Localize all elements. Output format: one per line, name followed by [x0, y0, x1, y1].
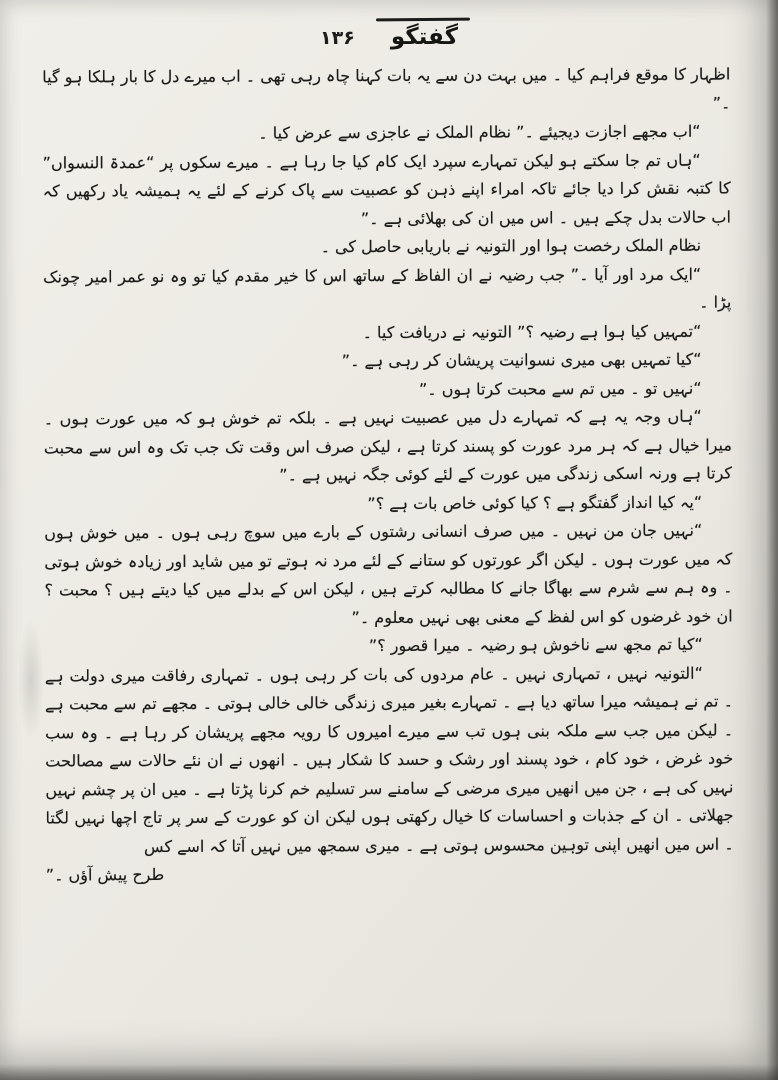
paragraph: “ایک مرد اور آیا ۔” جب رضیہ نے ان الفاظ کے ساتھ اس کا خیر مقدم کیا تو وہ نو عمر امیر چونک پڑا ۔: [43, 264, 732, 312]
paragraph: “کیا تم مجھ سے ناخوش ہو رضیہ ۔ میرا قصور ؟”: [368, 634, 703, 656]
page-header: [0, 0, 778, 50]
paragraph: “نہیں تو ۔ میں تم سے محبت کرتا ہوں ۔”: [418, 378, 702, 399]
header-rule: [376, 18, 470, 22]
paragraph: “کیا تمہیں بھی میری نسوانیت پریشان کر رہی ہے ۔”: [341, 349, 702, 371]
paragraph: اظہار کا موقع فراہم کیا ۔ میں بہت دن سے یہ بات کہنا چاہ رہی تھی ۔ اب میرے دل کا بار ہلکا ہو گیا ۔”: [42, 64, 731, 113]
paragraph: “ہاں وجہ یہ ہے کہ تمہارے دل میں عصبیت نہیں ہے ۔ بلکہ تم خوش ہو کہ میں عورت ہوں ۔ میرا خیال ہے کہ ہر مرد عورت کو پسند کرتا ہے ، لیکن صرف اس وقت تک جب تک وہ اس سے محبت کرتا ہے ورنہ اسکی زندگی میں عورت کے لئے کوئی جگہ نہیں ہے ۔”: [43, 406, 733, 485]
paragraph: “التونیہ نہیں ، تمہاری نہیں ۔ عام مردوں کی بات کر رہی ہوں ۔ تمہاری رفاقت میری دولت ہے ۔ تم نے ہمیشہ میرا ساتھ دیا ہے ۔ تمہارے بغیر میری زندگی خالی خالی ہوتی ۔ مجھے تم سے محبت ہے ۔ لیکن میں جب سے ملکہ بنی ہوں تب سے میرے امیروں کا رویہ مجھے پریشان کر رہا ہے ۔ وہ سب خود غرض ، خود کام ، خود پسند اور رشک و حسد کا شکار ہیں ۔ انھوں نے ان نئے حالات سے مصالحت نہیں کی ہے ، جن میں انھیں میری مرضی کے سامنے سر تسلیم خم کرنا پڑتا ہے ۔ میں ان پر چشم نہیں جھلاتی ۔ ان کے جذبات و احساسات کا خیال رکھتی ہوں لیکن ان کو عورت کے سر پر تاج اچھا نہیں لگتا ۔ اس میں انھیں اپنی توہین محسوس ہوتی ہے ۔ میری سمجھ میں نہیں آتا کہ اسے کس: [44, 663, 734, 856]
paragraph: “یہ کیا انداز گفتگو ہے ؟ کیا کوئی خاص بات ہے ؟”: [367, 492, 703, 513]
paragraph: “نہیں جان من نہیں ۔ میں صرف انسانی رشتوں کے بارے میں سوچ رہی ہوں ۔ میں خوش ہوں کہ میں عورت ہوں ۔ لیکن اگر عورتوں کو ستانے کے لئے مرد نہ ہوتے تو میں شاید اور زیادہ خوش ہوتی ۔ وہ ہم سے شرم سے بھاگا جانے کا مطالبہ کرتے ہیں ، لیکن اس کے بدلے میں کیا دیتے ہیں ؟ محبت ؟ ان خود غرضوں کو اس لفظ کے معنی بھی نہیں معلوم ۔”: [44, 520, 733, 627]
page-title: گفتگو: [390, 24, 458, 50]
paragraph: طرح پیش آؤں ۔”: [45, 864, 165, 885]
paragraph: “ہاں تم جا سکتے ہو لیکن تمہارے سپرد ایک کام کیا جا رہا ہے ۔ میرے سکوں پر “عمدۃ النسواں” کا کتبہ نقش کرا دیا جائے تاکہ امراء اپنے ذہن کو عصبیت سے پاک کرنے کے لئے یہ ہمیشہ یاد رکھیں کہ اب حالات بدل چکے ہیں ۔ اس میں ان کی بھلائی ہے ۔”: [42, 150, 731, 228]
paragraph: “اب مجھے اجازت دیجیئے ۔” نظام الملک نے عاجزی سے عرض کیا ۔: [258, 121, 701, 143]
header-inner: [320, 24, 458, 50]
paragraph: نظام الملک رخصت ہوا اور التونیہ نے باریابی حاصل کی ۔: [320, 235, 702, 257]
page-number: ۱۳۶: [320, 27, 355, 49]
paragraph: “تمہیں کیا ہوا ہے رضیہ ؟” التونیہ نے دریافت کیا ۔: [362, 321, 702, 342]
text-body: [0, 48, 778, 890]
